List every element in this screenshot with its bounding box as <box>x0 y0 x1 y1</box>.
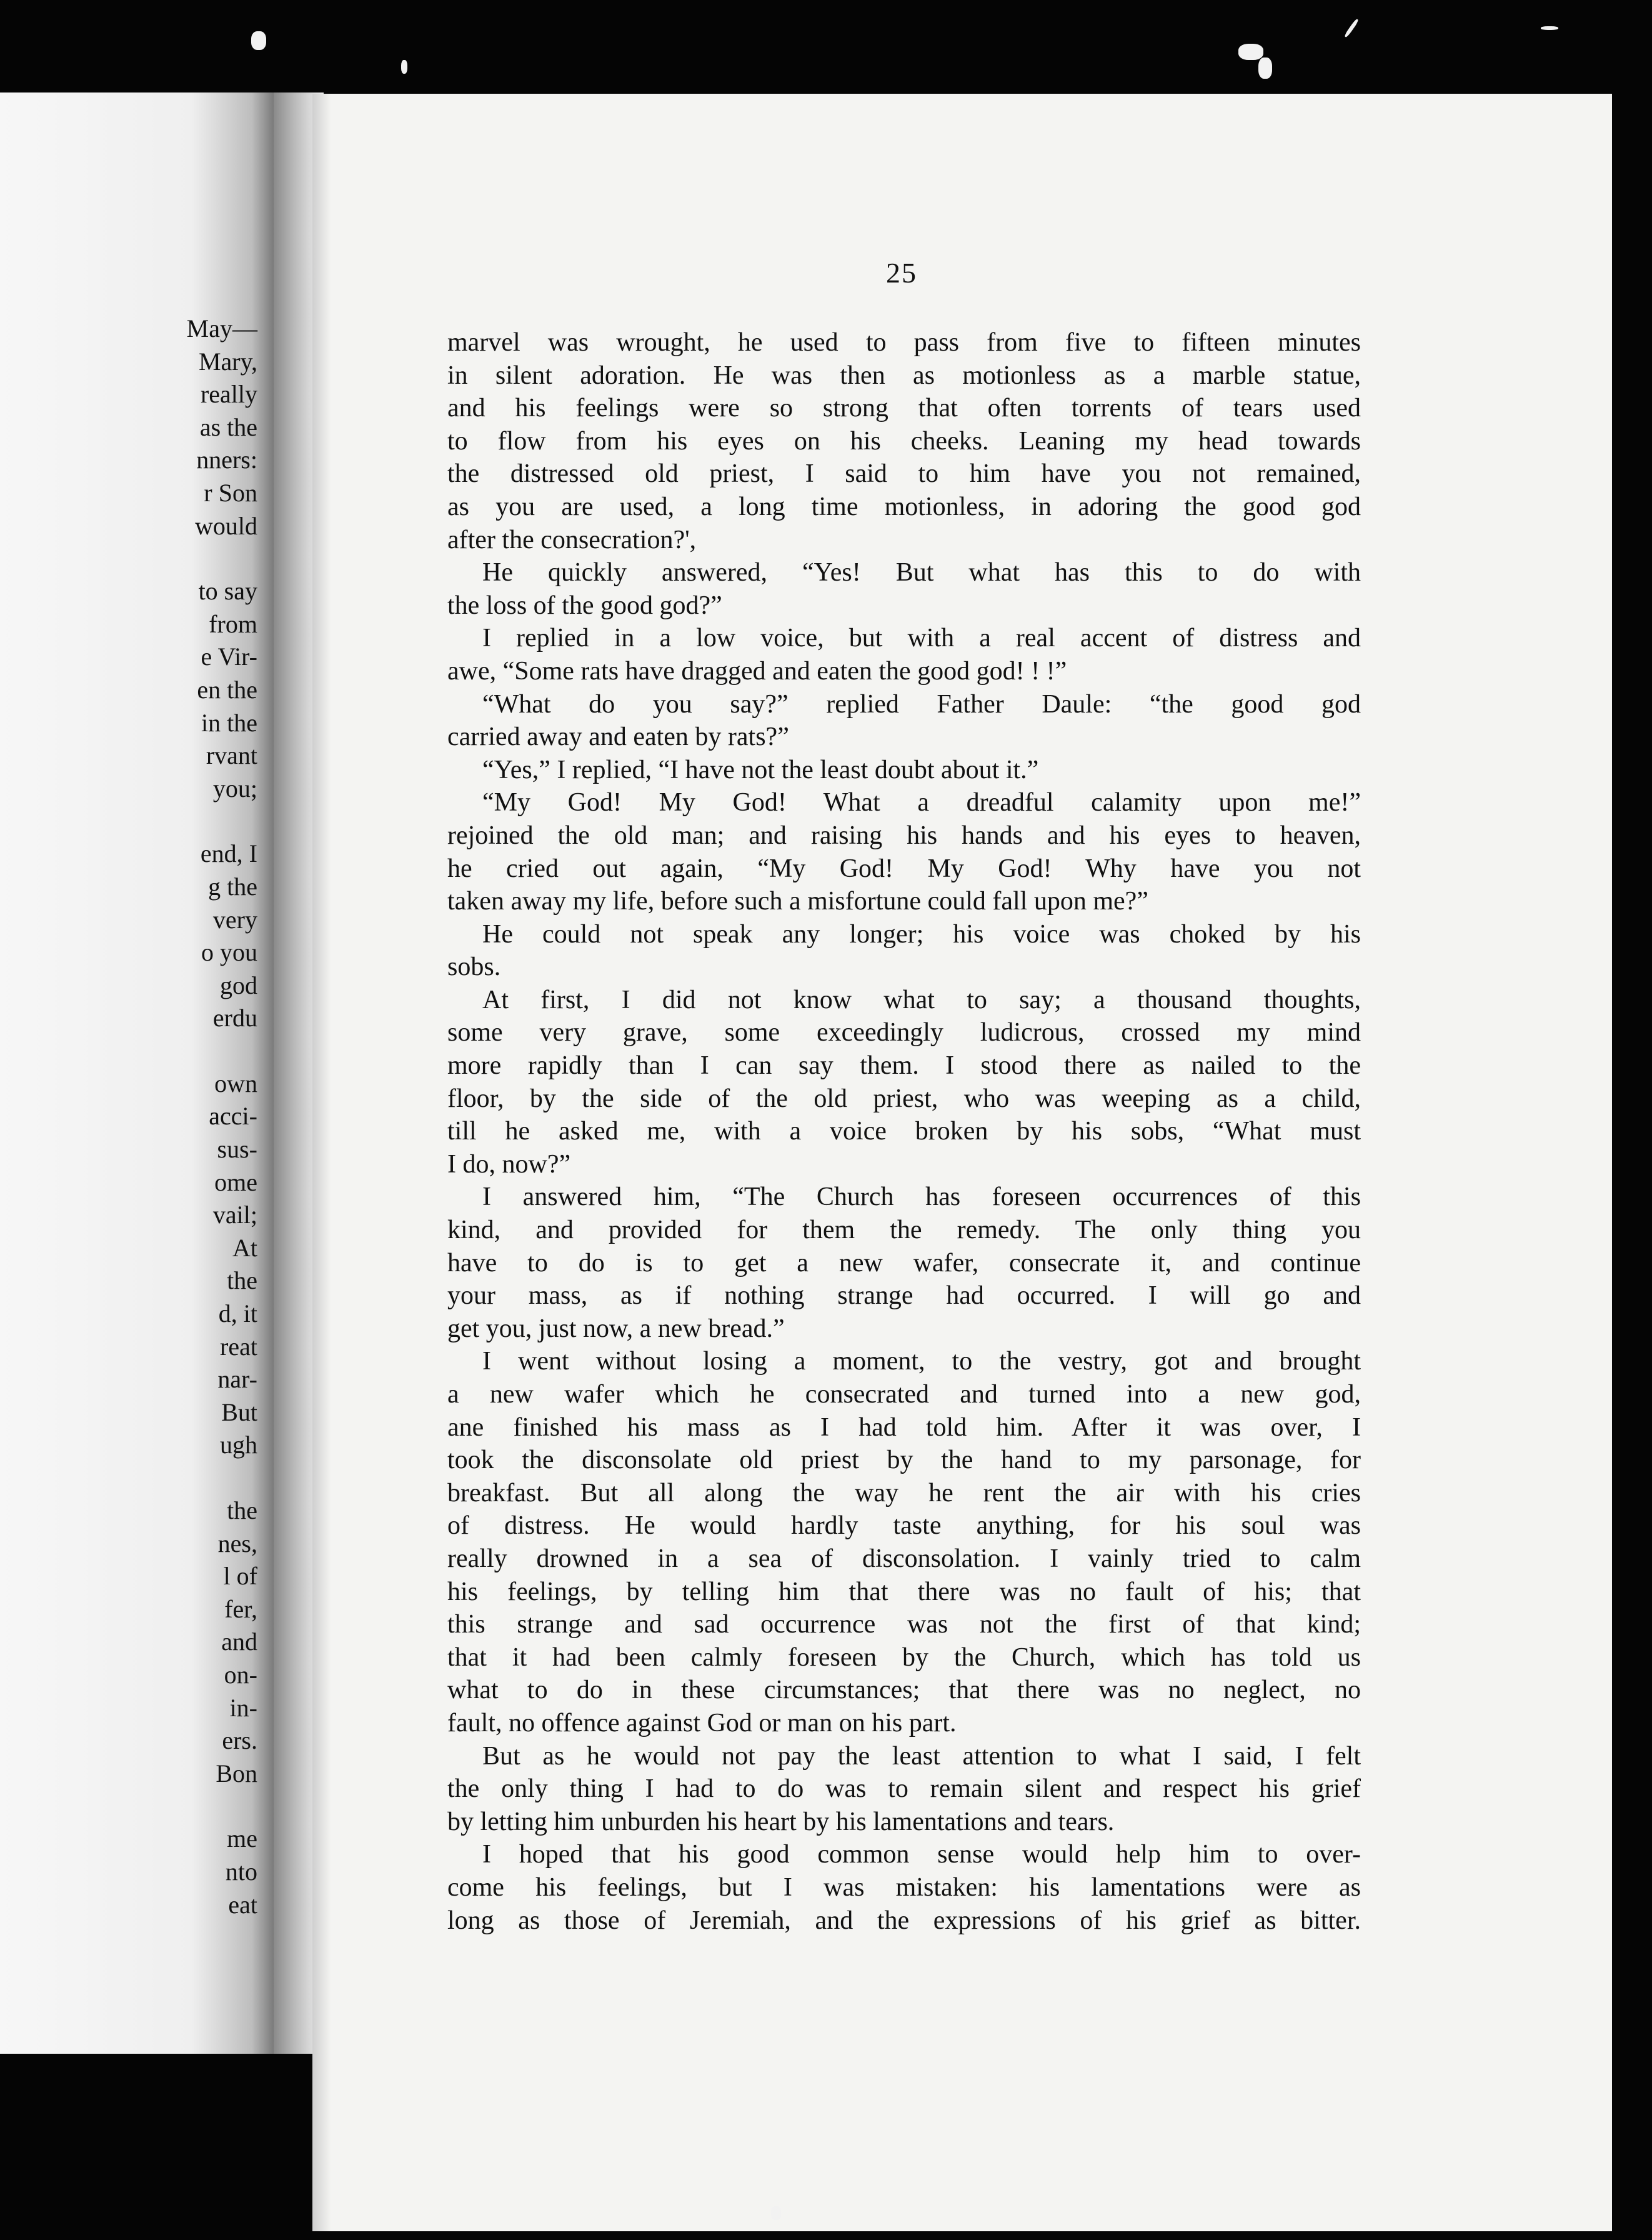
left-facing-page <box>0 92 274 2054</box>
left-text-fragment: from <box>209 609 257 638</box>
text-line: I hoped that his good common sense would help him to over- <box>482 1840 1361 1869</box>
left-text-fragment: reat <box>220 1332 257 1361</box>
left-text-fragment: really <box>200 380 257 409</box>
paragraph-gap <box>187 542 257 575</box>
scan-speck <box>401 60 407 74</box>
left-text-fragment: eat <box>228 1890 257 1919</box>
text-line: At first, I did not know what to say; a thousand thoughts, <box>482 985 1361 1014</box>
text-line: in silent adoration. He was then as motionless as a marble statue, <box>447 361 1361 390</box>
left-text-fragment: May— <box>186 314 257 342</box>
text-line: carried away and eaten by rats?” <box>447 722 789 752</box>
paragraph-gap <box>187 1462 257 1494</box>
text-line: marvel was wrought, he used to pass from five to fifteen minutes <box>447 328 1361 357</box>
paragraph-gap <box>187 805 257 838</box>
text-line: ane finished his mass as I had told him. After it was over, I <box>447 1412 1361 1442</box>
scan-speck <box>1238 44 1263 60</box>
left-text-fragment: o you <box>201 938 257 967</box>
left-text-fragment: en the <box>197 675 257 704</box>
paragraph-gap <box>187 1035 257 1068</box>
left-text-fragment: very <box>212 905 257 934</box>
text-line: But as he would not pay the least attention to what I said, I felt <box>482 1741 1361 1771</box>
left-text-fragment: nners: <box>196 446 257 474</box>
text-line: I do, now?” <box>447 1149 571 1179</box>
text-line: fault, no offence against God or man on his part. <box>447 1708 957 1738</box>
text-line: floor, by the side of the old priest, who was weeping as a child, <box>447 1084 1361 1113</box>
text-line: come his feelings, but I was mistaken: his lamentations were as <box>447 1872 1361 1902</box>
text-line: rejoined the old man; and raising his hands and his eyes to heaven, <box>447 821 1361 850</box>
text-line: your mass, as if nothing strange had occurred. I will go and <box>447 1281 1361 1311</box>
left-page-text-fragments <box>187 312 257 1921</box>
left-text-fragment: l of <box>223 1562 257 1591</box>
left-text-fragment: nto <box>225 1857 257 1886</box>
text-line: as you are used, a long time motionless, in adoring the good god <box>447 492 1361 521</box>
scan-speck <box>771 2206 781 2220</box>
left-text-fragment: ers. <box>222 1726 257 1755</box>
scan-speck <box>251 31 266 50</box>
text-line: a new wafer which he consecrated and turned into a new god, <box>447 1380 1361 1409</box>
text-line: I went without losing a moment, to the vestry, got and brought <box>482 1347 1361 1376</box>
left-text-fragment: d, it <box>218 1299 257 1328</box>
text-line: have to do is to get a new wafer, consecrate it, and continue <box>447 1248 1361 1278</box>
left-text-fragment: At <box>232 1233 257 1262</box>
text-line: after the consecration?', <box>447 525 697 554</box>
left-text-fragment: would <box>195 511 257 540</box>
text-line: the distressed old priest, I said to him have you not remained, <box>447 459 1361 489</box>
left-text-fragment: g the <box>208 872 257 901</box>
left-text-fragment: ugh <box>220 1431 257 1459</box>
left-text-fragment: god <box>220 971 257 999</box>
left-text-fragment: to say <box>198 577 257 606</box>
text-line: He quickly answered, “Yes! But what has this to do with <box>482 558 1361 588</box>
text-line: I answered him, “The Church has foreseen occurrences of this <box>482 1182 1361 1212</box>
left-text-fragment: the <box>227 1496 257 1524</box>
left-text-fragment: on- <box>224 1660 257 1689</box>
text-line: this strange and sad occurrence was not the first of that kind; <box>447 1610 1361 1639</box>
left-text-fragment: in the <box>201 708 257 737</box>
left-text-fragment: Bon <box>216 1759 257 1788</box>
page-number: 25 <box>886 257 917 289</box>
left-text-fragment: in- <box>229 1693 257 1722</box>
scan-speck <box>1344 18 1359 38</box>
text-line: more rapidly than I can say them. I stood there as nailed to the <box>447 1051 1361 1081</box>
text-line: by letting him unburden his heart by his lamentations and tears. <box>447 1807 1115 1836</box>
left-text-fragment: acci- <box>209 1102 257 1131</box>
text-line: that it had been calmly foreseen by the Church, which has told us <box>447 1642 1361 1672</box>
left-text-fragment: fer, <box>224 1594 257 1623</box>
text-line: taken away my life, before such a misfortune could fall upon me?” <box>447 887 1148 916</box>
left-text-fragment: rvant <box>206 741 257 770</box>
text-line: the loss of the good god?” <box>447 591 722 620</box>
left-text-fragment: the <box>227 1266 257 1295</box>
text-line: “Yes,” I replied, “I have not the least doubt about it.” <box>482 755 1039 784</box>
text-line: He could not speak any longer; his voice was choked by his <box>482 919 1361 949</box>
left-text-fragment: and <box>221 1628 257 1656</box>
text-line: “My God! My God! What a dreadful calamity upon me!” <box>482 788 1361 818</box>
text-line: the only thing I had to do was to remain silent and respect his grief <box>447 1774 1361 1804</box>
text-line: “What do you say?” replied Father Daule: “the good god <box>482 689 1361 719</box>
text-line: till he asked me, with a voice broken by his sobs, “What must <box>447 1117 1361 1146</box>
page-edge-shadow <box>312 94 331 2231</box>
text-line: kind, and provided for them the remedy. The only thing you <box>447 1216 1361 1245</box>
text-line: get you, just now, a new bread.” <box>447 1314 785 1343</box>
left-text-fragment: sus- <box>217 1135 257 1164</box>
text-line: what to do in these circumstances; that there was no neglect, no <box>447 1676 1361 1705</box>
left-text-fragment: But <box>221 1398 257 1426</box>
left-text-fragment: erdu <box>212 1004 257 1032</box>
left-text-fragment: e Vir- <box>201 642 257 671</box>
left-text-fragment: vail; <box>212 1201 257 1229</box>
text-line: really drowned in a sea of disconsolation. I vainly tried to calm <box>447 1544 1361 1573</box>
scan-speck <box>1258 58 1272 79</box>
paragraph-gap <box>187 1790 257 1822</box>
text-line: and his feelings were so strong that often torrents of tears used <box>447 394 1361 423</box>
left-text-fragment: own <box>214 1069 257 1098</box>
text-line: his feelings, by telling him that there was no fault of his; that <box>447 1577 1361 1606</box>
text-line: of distress. He would hardly taste anything, for his soul was <box>447 1511 1361 1541</box>
text-line: took the disconsolate old priest by the hand to my parsonage, for <box>447 1446 1361 1475</box>
text-line: sobs. <box>447 952 501 982</box>
text-line: I replied in a low voice, but with a real accent of distress and <box>482 624 1361 653</box>
left-text-fragment: end, I <box>200 839 257 868</box>
text-line: long as those of Jeremiah, and the expressions of his grief as bitter. <box>447 1906 1361 1935</box>
text-line: to flow from his eyes on his cheeks. Leaning my head towards <box>447 426 1361 456</box>
left-text-fragment: me <box>227 1824 257 1853</box>
left-text-fragment: ome <box>214 1168 257 1196</box>
left-text-fragment: you; <box>212 774 257 802</box>
text-line: some very grave, some exceedingly ludicrous, crossed my mind <box>447 1018 1361 1048</box>
scan-speck <box>1541 26 1558 30</box>
left-text-fragment: nes, <box>217 1529 257 1558</box>
left-text-fragment: r Son <box>204 478 257 507</box>
text-line: breakfast. But all along the way he rent the air with his cries <box>447 1478 1361 1508</box>
body-text <box>447 326 1361 1937</box>
left-text-fragment: Mary, <box>198 347 257 376</box>
text-line: he cried out again, “My God! My God! Why have you not <box>447 854 1361 883</box>
text-line: awe, “Some rats have dragged and eaten the good god! ! !” <box>447 656 1067 686</box>
left-text-fragment: nar- <box>217 1365 257 1394</box>
left-text-fragment: as the <box>199 412 257 441</box>
